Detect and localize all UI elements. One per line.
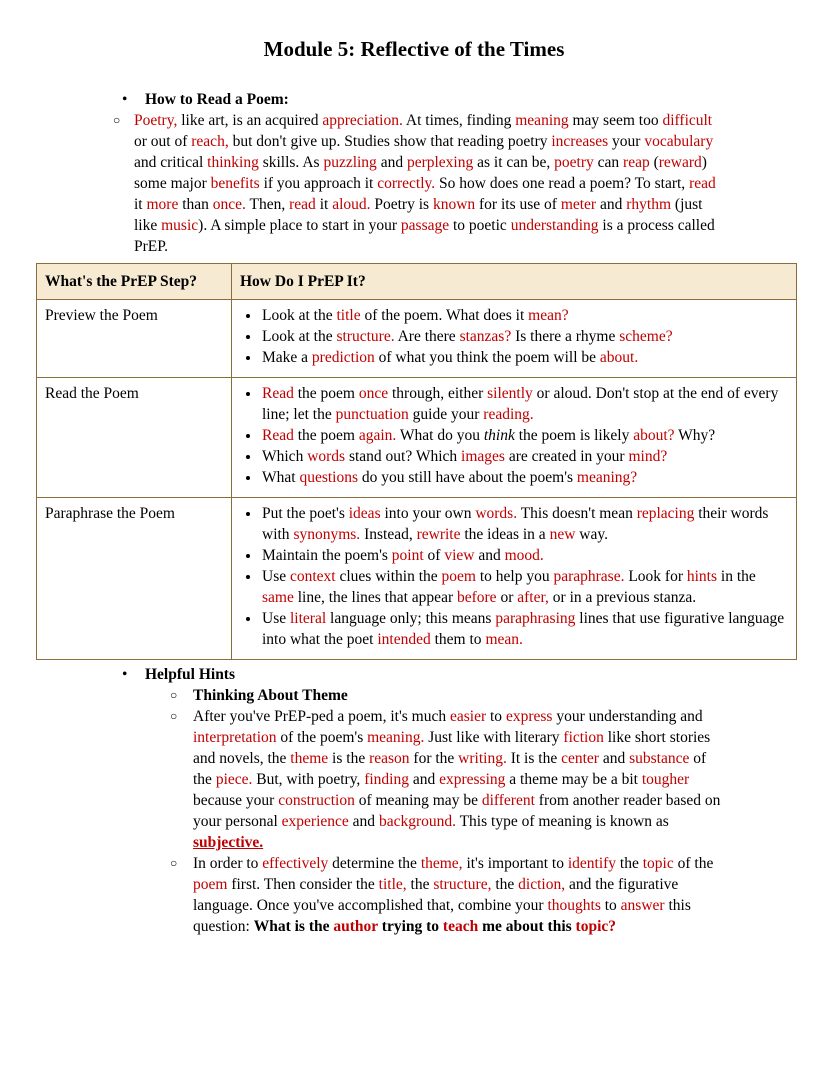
- table-row-preview: [37, 300, 797, 378]
- text-segment: identify: [567, 855, 617, 872]
- text-segment: silently: [487, 385, 533, 402]
- text-segment: about.: [599, 349, 639, 366]
- text-segment: Put the poet's: [262, 505, 349, 522]
- theme-paragraph-1: [193, 706, 727, 853]
- how-cell: [232, 378, 797, 498]
- text-segment: answer: [620, 897, 665, 914]
- text-segment: Are there: [394, 328, 460, 345]
- text-segment: to: [600, 897, 621, 914]
- text-segment: like art, is an acquired: [177, 112, 323, 129]
- text-segment: images: [461, 448, 505, 465]
- text-segment: think: [483, 427, 515, 444]
- text-segment: once: [358, 385, 389, 402]
- text-segment: It is the: [506, 750, 562, 767]
- text-segment: meaning: [515, 112, 569, 129]
- text-segment: for its use of: [475, 196, 561, 213]
- text-segment: rewrite: [416, 526, 461, 543]
- text-segment: music: [161, 217, 199, 234]
- text-segment: and: [348, 813, 379, 830]
- text-segment: background.: [378, 813, 456, 830]
- text-segment: me about this: [478, 918, 576, 935]
- text-segment: effectively: [262, 855, 329, 872]
- text-segment: increases: [551, 133, 609, 150]
- text-segment: What: [262, 469, 300, 486]
- text-segment: because your: [193, 792, 279, 809]
- step-detail-item: [261, 383, 788, 425]
- text-segment: to: [486, 708, 506, 725]
- text-segment: to help you: [475, 568, 554, 585]
- step-cell: Read the Poem: [37, 378, 232, 498]
- text-segment: mean?: [528, 307, 569, 324]
- text-segment: are created in your: [504, 448, 629, 465]
- text-segment: poetry: [554, 154, 594, 171]
- text-segment: do you still have about the poem's: [358, 469, 577, 486]
- text-segment: poem: [193, 876, 228, 893]
- text-segment: Why?: [674, 427, 716, 444]
- text-segment: aloud.: [332, 196, 371, 213]
- text-segment: literal: [289, 610, 327, 627]
- text-segment: and: [408, 771, 440, 788]
- text-segment: before: [456, 589, 497, 606]
- text-segment: or out of: [134, 133, 192, 150]
- text-segment: or aloud. Don't stop at the end of every line; let the: [262, 385, 779, 423]
- text-segment: passage: [400, 217, 450, 234]
- text-segment: is a process called PrEP.: [134, 217, 715, 255]
- text-segment: After you've PrEP-ped a poem, it's much: [193, 708, 450, 725]
- text-segment: Read: [262, 385, 294, 402]
- text-segment: and: [376, 154, 407, 171]
- text-segment: of the: [673, 855, 714, 872]
- text-segment: ideas: [348, 505, 381, 522]
- text-segment: author: [333, 918, 378, 935]
- text-segment: same: [262, 589, 294, 606]
- step-detail-item: [261, 566, 788, 608]
- text-segment: read: [289, 196, 316, 213]
- text-segment: may seem too: [568, 112, 663, 129]
- text-segment: diction,: [518, 876, 566, 893]
- text-segment: the: [491, 876, 519, 893]
- text-segment: theme: [290, 750, 329, 767]
- text-segment: paraphrase.: [553, 568, 625, 585]
- text-segment: point: [391, 547, 424, 564]
- text-segment: like short stories and novels, the: [193, 729, 711, 767]
- how-to-read-heading: How to Read a Poem:: [145, 91, 289, 108]
- text-segment: perplexing: [406, 154, 474, 171]
- text-segment: substance: [629, 750, 690, 767]
- table-row-read: [37, 378, 797, 498]
- text-segment: structure.: [336, 328, 395, 345]
- text-segment: expressing: [439, 771, 506, 788]
- text-segment: Look for: [624, 568, 687, 585]
- text-segment: prediction: [311, 349, 375, 366]
- text-segment: of what you think the poem will be: [374, 349, 600, 366]
- text-segment: scheme?: [619, 328, 673, 345]
- text-segment: Look at the: [262, 307, 337, 324]
- text-segment: the poem is likely: [514, 427, 634, 444]
- text-segment: trying to: [377, 918, 443, 935]
- text-segment: it's important to: [462, 855, 568, 872]
- text-segment: appreciation.: [322, 112, 403, 129]
- how-cell: [232, 300, 797, 378]
- text-segment: stanzas?: [459, 328, 512, 345]
- list-item-how-to-read: [122, 89, 828, 110]
- text-segment: tougher: [641, 771, 690, 788]
- text-segment: if you approach it: [259, 175, 378, 192]
- intro-paragraph: [134, 110, 726, 257]
- text-segment: Poetry is: [370, 196, 433, 213]
- table-header-how: How Do I PrEP It?: [232, 264, 797, 300]
- text-segment: meaning.: [367, 729, 425, 746]
- text-segment: first. Then consider the: [227, 876, 379, 893]
- text-segment: meaning?: [576, 469, 638, 486]
- text-segment: and: [598, 750, 630, 767]
- text-segment: difficult: [662, 112, 713, 129]
- text-segment: new: [549, 526, 576, 543]
- text-segment: hints: [686, 568, 718, 585]
- text-segment: language only; this means: [326, 610, 496, 627]
- step-detail-item: [261, 608, 788, 650]
- text-segment: structure,: [433, 876, 492, 893]
- text-segment: of the poem. What does it: [360, 307, 529, 324]
- list-item-helpful-hints: [122, 664, 828, 685]
- text-segment: subjective.: [193, 834, 264, 851]
- text-segment: view: [444, 547, 475, 564]
- text-segment: read: [689, 175, 716, 192]
- text-segment: poem: [441, 568, 476, 585]
- text-segment: piece.: [215, 771, 253, 788]
- text-segment: again.: [358, 427, 397, 444]
- text-segment: topic: [642, 855, 674, 872]
- text-segment: the ideas in a: [460, 526, 550, 543]
- text-segment: it: [315, 196, 333, 213]
- text-segment: express: [505, 708, 553, 725]
- text-segment: after,: [517, 589, 549, 606]
- text-segment: Which: [262, 448, 308, 465]
- text-segment: reason: [369, 750, 410, 767]
- step-detail-list: [240, 305, 788, 368]
- text-segment: reading.: [483, 406, 534, 423]
- text-segment: for the: [409, 750, 459, 767]
- text-segment: of the: [193, 750, 707, 788]
- text-segment: mean.: [485, 631, 523, 648]
- text-segment: center: [561, 750, 599, 767]
- text-segment: rhythm: [626, 196, 672, 213]
- text-segment: reap: [623, 154, 650, 171]
- text-segment: your understanding and: [552, 708, 703, 725]
- text-segment: can: [593, 154, 624, 171]
- text-segment: This type of meaning is known as: [455, 813, 669, 830]
- text-segment: punctuation: [335, 406, 409, 423]
- text-segment: and: [474, 547, 505, 564]
- table-header-row: [37, 264, 797, 300]
- text-segment: paraphrasing: [495, 610, 576, 627]
- text-segment: Poetry,: [134, 112, 178, 129]
- text-segment: construction: [278, 792, 355, 809]
- text-segment: writing.: [458, 750, 507, 767]
- text-segment: reach,: [191, 133, 229, 150]
- text-segment: the: [406, 876, 434, 893]
- text-segment: context: [289, 568, 336, 585]
- text-segment: words.: [475, 505, 518, 522]
- bullet-circle-icon: ○: [170, 688, 178, 702]
- text-segment: reward: [658, 154, 702, 171]
- text-segment: thinking: [207, 154, 259, 171]
- text-segment: Is there a rhyme: [511, 328, 620, 345]
- text-segment: So how does one read a poem? To start,: [435, 175, 690, 192]
- text-segment: interpretation: [193, 729, 277, 746]
- text-segment: different: [481, 792, 535, 809]
- step-detail-item: [261, 503, 788, 545]
- text-segment: lines that use figurative language into what the poet: [262, 610, 785, 648]
- text-segment: This doesn't mean: [517, 505, 637, 522]
- text-segment: (: [649, 154, 659, 171]
- bullet-circle-icon: ○: [170, 856, 178, 870]
- text-segment: the poem: [293, 427, 359, 444]
- text-segment: topic?: [575, 918, 617, 935]
- step-detail-list: [240, 503, 788, 650]
- text-segment: Maintain the poem's: [262, 547, 392, 564]
- text-segment: words: [307, 448, 346, 465]
- text-segment: questions: [299, 469, 359, 486]
- step-detail-item: [261, 347, 788, 368]
- step-detail-list: [240, 383, 788, 488]
- text-segment: or in a previous stanza.: [548, 589, 697, 606]
- text-segment: Just like with literary: [424, 729, 564, 746]
- text-segment: In order to: [193, 855, 263, 872]
- text-segment: stand out? Which: [345, 448, 462, 465]
- text-segment: a theme may be a bit: [505, 771, 642, 788]
- text-segment: title,: [378, 876, 407, 893]
- text-segment: of: [423, 547, 445, 564]
- text-segment: Use: [262, 610, 290, 627]
- text-segment: clues within the: [335, 568, 442, 585]
- bullet-disc-icon: •: [122, 91, 128, 108]
- text-segment: known: [432, 196, 476, 213]
- text-segment: synonyms.: [293, 526, 361, 543]
- step-detail-item: [261, 305, 788, 326]
- text-segment: the: [616, 855, 643, 872]
- text-segment: What is the: [253, 918, 334, 935]
- bullet-circle-icon: ○: [113, 113, 121, 127]
- text-segment: about?: [633, 427, 675, 444]
- text-segment: theme,: [420, 855, 463, 872]
- text-segment: ) some major: [134, 154, 707, 192]
- text-segment: and the figurative language. Once you've accomplished that, combine your: [193, 876, 679, 914]
- text-segment: vocabulary: [644, 133, 714, 150]
- thinking-theme-heading: Thinking About Theme: [193, 687, 348, 704]
- step-detail-item: [261, 425, 788, 446]
- text-segment: but don't give up. Studies show that reading poetry: [228, 133, 552, 150]
- text-segment: correctly.: [377, 175, 436, 192]
- text-segment: teach: [442, 918, 479, 935]
- text-segment: way.: [575, 526, 608, 543]
- text-segment: experience: [281, 813, 349, 830]
- helpful-hints-heading: Helpful Hints: [145, 666, 236, 683]
- step-detail-item: [261, 545, 788, 566]
- table-row-paraphrase: [37, 498, 797, 660]
- text-segment: At times, finding: [402, 112, 516, 129]
- list-item-theme-para-1: [170, 706, 828, 853]
- text-segment: this question:: [193, 897, 691, 935]
- step-cell: Paraphrase the Poem: [37, 498, 232, 660]
- text-segment: fiction: [563, 729, 604, 746]
- text-segment: and critical: [134, 154, 208, 171]
- text-segment: mind?: [628, 448, 668, 465]
- theme-paragraph-2: [193, 853, 727, 937]
- step-cell: Preview the Poem: [37, 300, 232, 378]
- text-segment: title: [336, 307, 361, 324]
- text-segment: your: [608, 133, 645, 150]
- text-segment: of meaning may be: [354, 792, 482, 809]
- text-segment: Look at the: [262, 328, 337, 345]
- text-segment: But, with poetry,: [252, 771, 365, 788]
- text-segment: Then,: [245, 196, 290, 213]
- text-segment: of the poem's: [276, 729, 368, 746]
- text-segment: them to: [430, 631, 486, 648]
- text-segment: benefits: [210, 175, 260, 192]
- text-segment: finding: [364, 771, 409, 788]
- text-segment: determine the: [328, 855, 421, 872]
- text-segment: mood.: [504, 547, 544, 564]
- bullet-circle-icon: ○: [170, 709, 178, 723]
- text-segment: easier: [449, 708, 487, 725]
- text-segment: in the: [717, 568, 756, 585]
- step-detail-item: [261, 326, 788, 347]
- how-cell: [232, 498, 797, 660]
- text-segment: Read: [262, 427, 294, 444]
- text-segment: (just like: [134, 196, 703, 234]
- text-segment: skills. As: [258, 154, 324, 171]
- text-segment: into your own: [380, 505, 476, 522]
- bullet-disc-icon: •: [122, 666, 128, 683]
- text-segment: intended: [377, 631, 431, 648]
- text-segment: Make a: [262, 349, 312, 366]
- text-segment: What do you: [396, 427, 484, 444]
- text-segment: once.: [212, 196, 246, 213]
- text-segment: thoughts: [547, 897, 601, 914]
- text-segment: or: [496, 589, 518, 606]
- text-segment: than: [178, 196, 213, 213]
- table-header-step: What's the PrEP Step?: [37, 264, 232, 300]
- text-segment: more: [146, 196, 179, 213]
- text-segment: the poem: [293, 385, 359, 402]
- text-segment: meter: [560, 196, 597, 213]
- list-item-intro: [113, 110, 828, 257]
- text-segment: ). A simple place to start in your: [198, 217, 401, 234]
- text-segment: Use: [262, 568, 290, 585]
- text-segment: is the: [328, 750, 370, 767]
- step-detail-item: [261, 446, 788, 467]
- text-segment: it: [134, 196, 147, 213]
- text-segment: Instead,: [360, 526, 417, 543]
- list-item-thinking-theme: [170, 685, 828, 706]
- text-segment: through, either: [388, 385, 488, 402]
- prep-table: [36, 263, 797, 660]
- text-segment: from another reader based on your personal: [193, 792, 721, 830]
- text-segment: line, the lines that appear: [293, 589, 457, 606]
- list-item-theme-para-2: [170, 853, 828, 937]
- text-segment: to poetic: [449, 217, 511, 234]
- step-detail-item: [261, 467, 788, 488]
- text-segment: replacing: [636, 505, 695, 522]
- text-segment: and: [596, 196, 627, 213]
- text-segment: guide your: [408, 406, 484, 423]
- text-segment: understanding: [510, 217, 599, 234]
- text-segment: puzzling: [323, 154, 377, 171]
- page-title: Module 5: Reflective of the Times: [263, 37, 565, 61]
- text-segment: their words with: [262, 505, 769, 543]
- text-segment: as it can be,: [473, 154, 555, 171]
